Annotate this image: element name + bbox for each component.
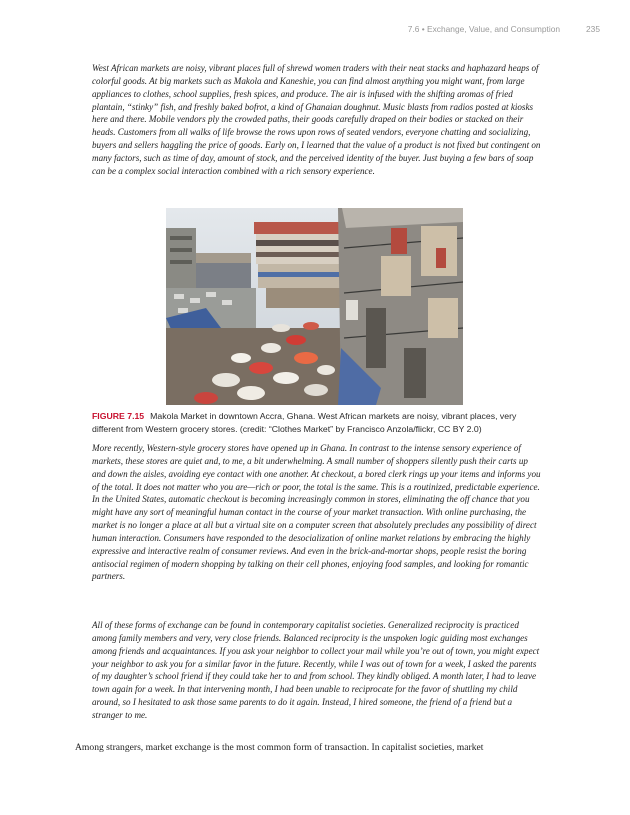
section-title: 7.6 • Exchange, Value, and Consumption [407, 24, 561, 34]
figure-caption-text: Makola Market in downtown Accra, Ghana. West African markets are noisy, vibrant places, very different from Western grocery stores. (credit: “Clothes Market” by Francisco Anzola/flickr, CC BY 2.0) [92, 411, 517, 434]
body-paragraph: Among strangers, market exchange is the most common form of transaction. In capitalist societies, market [75, 742, 484, 753]
figure-label: FIGURE 7.15 [92, 411, 145, 421]
figure-caption [92, 410, 544, 435]
narrative-paragraph-1: West African markets are noisy, vibrant places full of shrewd women traders with their neat stacks and haphazard heaps of colorful goods. At big markets such as Makola and Kaneshie, you can find almost anything you might want, from large appliances to clothes, school supplies, fresh spices, and produce. The air is infused with the shifting aromas of fried plantain, “stinky” fish, and freshly baked bofrot, a kind of Ghanaian doughnut. Music blasts from radios posted at kiosks here and there. Mobile vendors ply the crowded paths, their goods carefully draped on their bodies or stacked on their heads. Customers from all walks of life browse the rows upon rows of seated vendors, everyone chatting and socializing, buyers and sellers haggling the price of goods. Early on, I learned that the value of a product is not fixed but contingent on many factors, such as time of day, amount of stock, and the perceived identity of the buyer. Just buying a few bars of soap can be a complex social interaction combined with a rich sensory experience. [92, 63, 541, 176]
running-header [408, 24, 600, 34]
narrative-paragraph-3: All of these forms of exchange can be found in contemporary capitalist societies. Generalized reciprocity is practiced among family members and very, very close friends. Balanced reciprocity is the unspoken logic guiding most exchanges among friends and acquaintances. If you ask your neighbor to collect your mail while you’re out of town, you might expect your neighbor to ask you for a similar favor in the future. Recently, while I was out of town for a week, I asked the parents of my daughter’s school friend if they could take her to and from school. They kindly obliged. A month later, I had to leave town again for a week. In that intervening month, I had been unable to reciprocate for the favor of shuttling my child around, so I hesitated to ask those same parents to do it again. Instead, I hired someone, the friend of a friend but a stranger to me. [92, 620, 540, 720]
narrative-paragraph-2: More recently, Western-style grocery stores have opened up in Ghana. In contrast to the intense sensory experience of markets, these stores are quiet and, to me, a bit underwhelming. A small number of shoppers silently push their carts up and down the aisles, avoiding eye contact with one another. At checkout, a bored clerk rings up your items and informs you of the total. It does not matter who you are—rich or poor, the total is the same. This is a routinized, predictable experience. In the United States, automatic checkout is becoming increasingly common in stores, eliminating the off chance that you might have any sort of meaningful human contact in the course of your market transaction. With online purchasing, the market is no longer a place at all but a virtual site on a computer screen that absolutely precludes any possibility of direct human interaction. Consumers have responded to the desocialization of online market relations by embracing the highly expressive and interactive realm of consumer reviews. And even in the brick-and-mortar shops, people resist the boring antisocial regimen of modern shopping by talking on their cell phones, enjoying food samples, and looking for romantic partners. [92, 443, 541, 582]
market-photo [166, 208, 463, 405]
page-number: 235 [586, 24, 600, 34]
